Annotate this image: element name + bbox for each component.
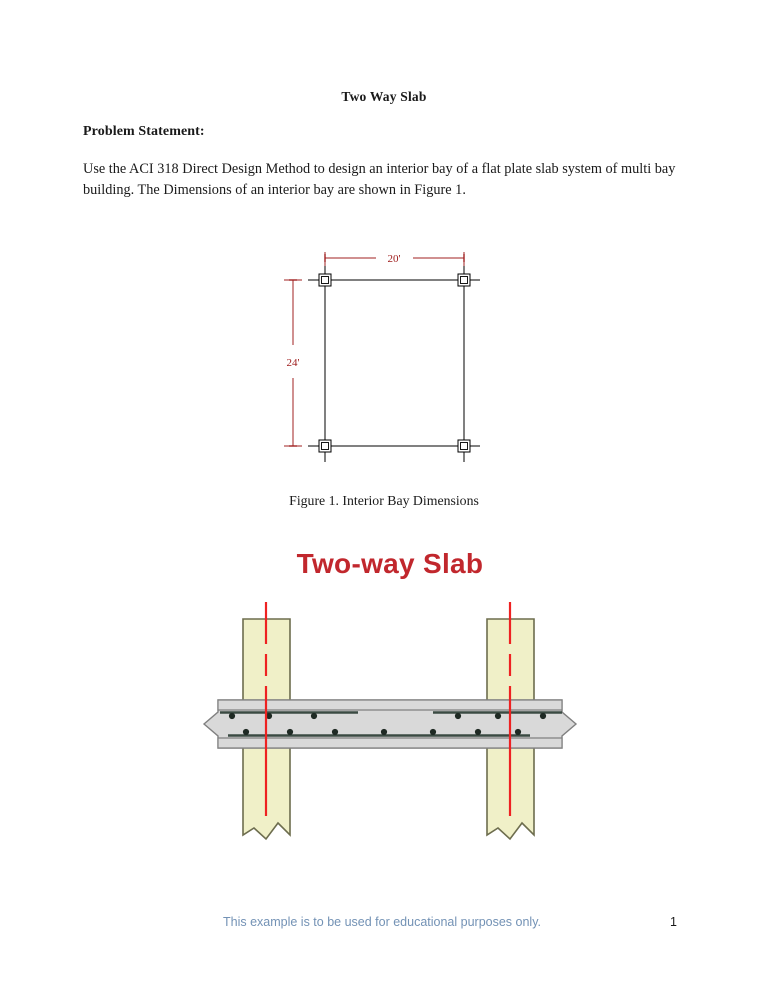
page-title: Two Way Slab	[341, 89, 427, 104]
column-inner-squares	[322, 277, 468, 450]
footer-note: This example is to be used for educational purposes only.	[223, 915, 542, 929]
rebar-dot	[332, 729, 338, 735]
figure-1-interior-bay-plan	[268, 240, 508, 475]
figure-1-svg	[268, 240, 508, 475]
rebar-dot	[455, 713, 461, 719]
rebar-dot	[287, 729, 293, 735]
rebar-dot	[430, 729, 436, 735]
column-top-right	[458, 274, 470, 286]
figure-1-caption: Figure 1. Interior Bay Dimensions	[289, 493, 479, 508]
rebar-dot	[311, 713, 317, 719]
section-heading-problem-statement: Problem Statement:	[83, 124, 205, 139]
rebar-dot	[540, 713, 546, 719]
column-bottom-left	[319, 440, 331, 452]
rebar-dot	[495, 713, 501, 719]
height-dimension-label: 24'	[286, 357, 300, 369]
grid-lines	[308, 265, 480, 462]
rebar-dot	[229, 713, 235, 719]
rebar-dot	[243, 729, 249, 735]
column-symbols	[319, 274, 470, 452]
problem-statement-paragraph: Use the ACI 318 Direct Design Method to design an interior bay of a flat plate slab system of multi bay building. The Dimensions of an interior bay are shown in Figure 1.	[83, 161, 676, 198]
figure-2-title: Two-way Slab	[296, 548, 484, 579]
rebar-dot	[475, 729, 481, 735]
rebar-dot	[381, 729, 387, 735]
figure-2-drawing	[190, 592, 590, 868]
column-top-left	[319, 274, 331, 286]
column-bottom-right	[458, 440, 470, 452]
footer-page-number: 1	[670, 915, 677, 929]
figure-2-two-way-slab-section	[190, 548, 590, 868]
figure-2-svg	[190, 592, 590, 868]
width-dimension-label: 20'	[387, 253, 401, 265]
rebar-dot	[515, 729, 521, 735]
